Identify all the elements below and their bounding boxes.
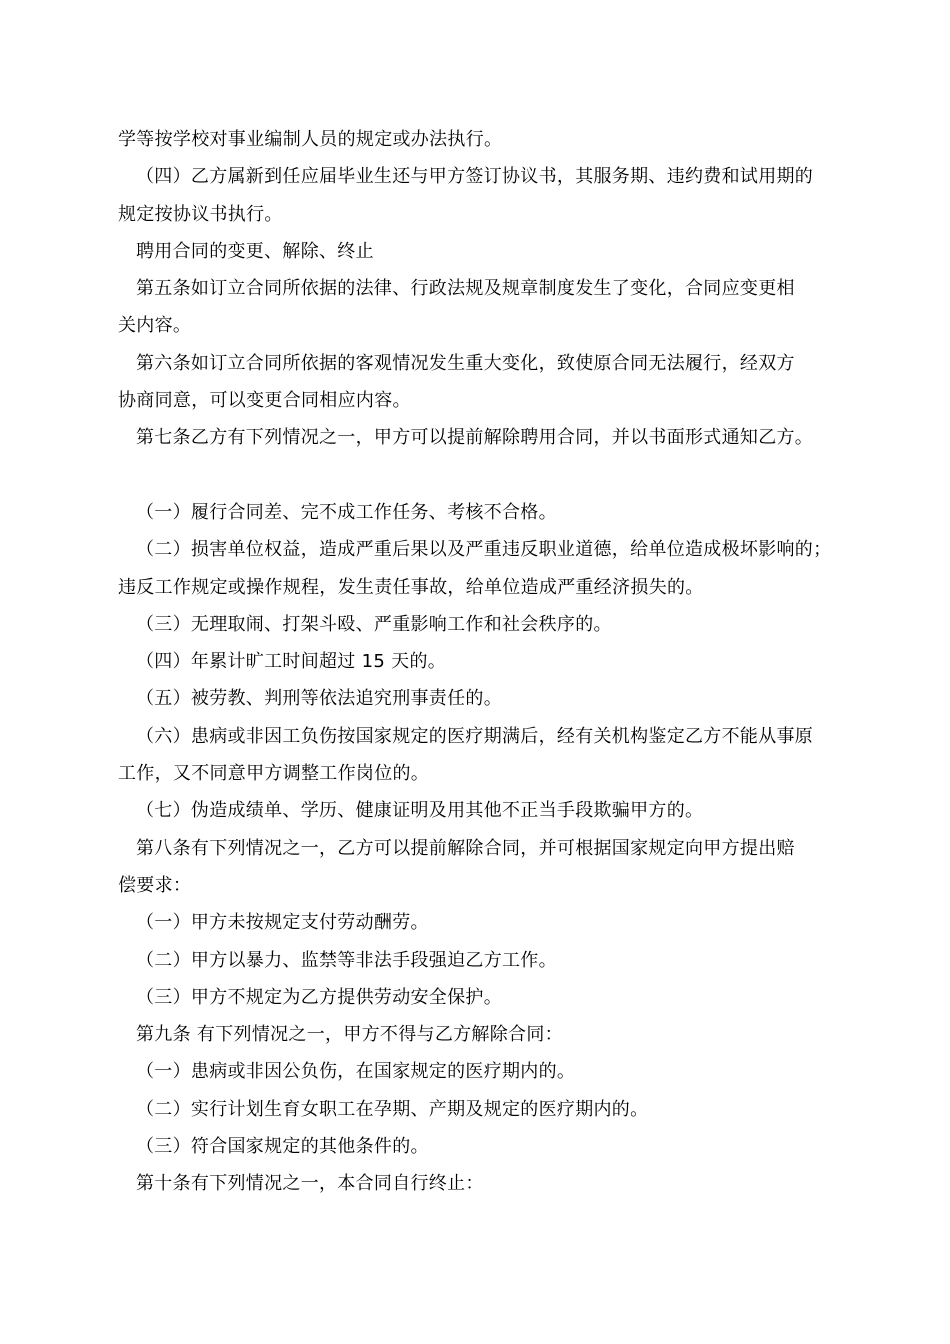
blank-line bbox=[118, 457, 838, 494]
paragraph-line: （二）损害单位权益，造成严重后果以及严重违反职业道德，给单位造成极坏影响的； bbox=[136, 539, 832, 561]
paragraph-line: 第五条如订立合同所依据的法律、行政法规及规章制度发生了变化，合同应变更相 bbox=[136, 278, 795, 300]
paragraph-line: （三）无理取闹、打架斗殴、严重影响工作和社会秩序的。 bbox=[136, 613, 612, 635]
paragraph-line: （五）被劳教、判刑等依法追究刑事责任的。 bbox=[136, 688, 502, 710]
paragraph-line: 规定按协议书执行。 bbox=[118, 203, 283, 225]
paragraph-line: （三）符合国家规定的其他条件的。 bbox=[136, 1136, 429, 1158]
document-body bbox=[118, 121, 838, 1203]
paragraph-line: （二）甲方以暴力、监禁等非法手段强迫乙方工作。 bbox=[136, 949, 557, 971]
paragraph-line: （一）履行合同差、完不成工作任务、考核不合格。 bbox=[136, 501, 557, 523]
paragraph-line: （七）伪造成绩单、学历、健康证明及用其他不正当手段欺骗甲方的。 bbox=[136, 800, 704, 822]
paragraph-line: 第六条如订立合同所依据的客观情况发生重大变化，致使原合同无法履行，经双方 bbox=[136, 352, 795, 374]
paragraph-line: （一）甲方未按规定支付劳动酬劳。 bbox=[136, 912, 429, 934]
paragraph-line: 第七条乙方有下列情况之一，甲方可以提前解除聘用合同，并以书面形式通知乙方。 bbox=[136, 427, 814, 449]
paragraph-line: 关内容。 bbox=[118, 315, 192, 337]
paragraph-line: （四）年累计旷工时间超过 15 天的。 bbox=[136, 651, 447, 673]
paragraph-line: 协商同意，可以变更合同相应内容。 bbox=[118, 390, 411, 412]
paragraph-line: 第九条 有下列情况之一，甲方不得与乙方解除合同： bbox=[136, 1024, 563, 1046]
paragraph-line: （四）乙方属新到任应届毕业生还与甲方签订协议书，其服务期、违约费和试用期的 bbox=[136, 166, 814, 188]
paragraph-line: （一）患病或非因公负伤，在国家规定的医疗期内的。 bbox=[136, 1061, 576, 1083]
paragraph-line: 第八条有下列情况之一，乙方可以提前解除合同，并可根据国家规定向甲方提出赔 bbox=[136, 837, 795, 859]
paragraph-line: （六）患病或非因工负伤按国家规定的医疗期满后，经有关机构鉴定乙方不能从事原 bbox=[136, 725, 814, 747]
paragraph-line: 违反工作规定或操作规程，发生责任事故，给单位造成严重经济损失的。 bbox=[118, 576, 704, 598]
paragraph-line: 聘用合同的变更、解除、终止 bbox=[136, 240, 374, 262]
paragraph-line: 工作，又不同意甲方调整工作岗位的。 bbox=[118, 763, 430, 785]
paragraph-line: 偿要求： bbox=[118, 874, 192, 896]
paragraph-line: （二）实行计划生育女职工在孕期、产期及规定的医疗期内的。 bbox=[136, 1098, 649, 1120]
paragraph-line: 学等按学校对事业编制人员的规定或办法执行。 bbox=[118, 129, 503, 150]
paragraph-line: （三）甲方不规定为乙方提供劳动安全保护。 bbox=[136, 986, 502, 1008]
paragraph-line: 第十条有下列情况之一，本合同自行终止： bbox=[136, 1173, 484, 1195]
